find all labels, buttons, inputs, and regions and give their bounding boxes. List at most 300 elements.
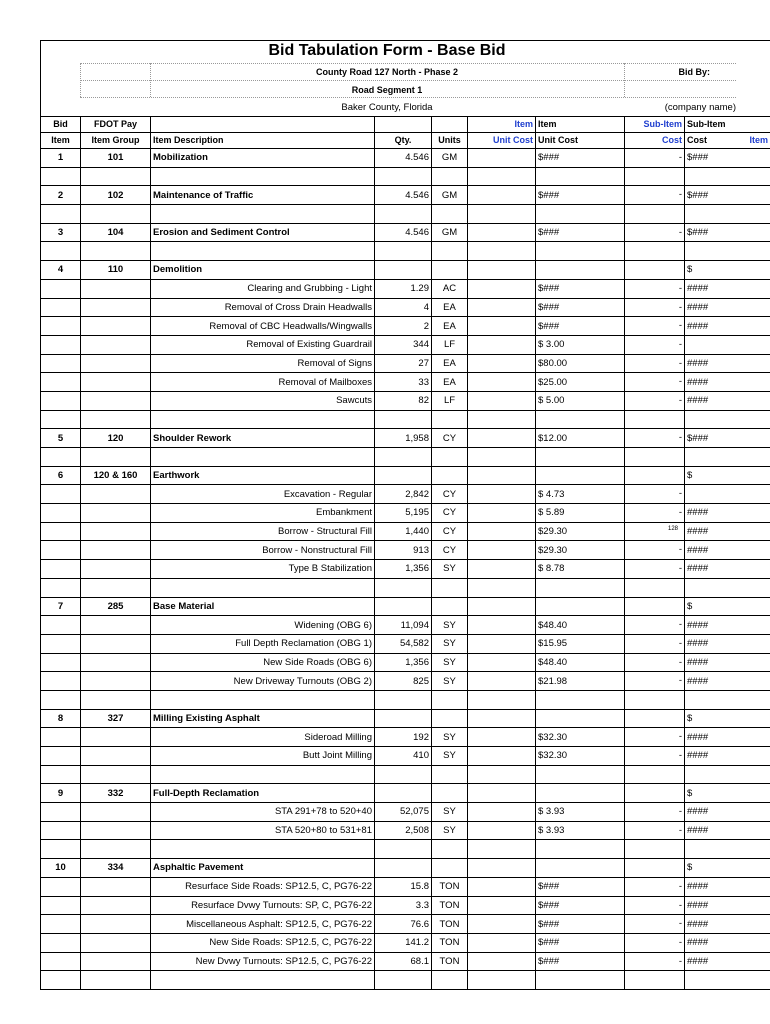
bid-item-number — [41, 317, 81, 336]
item-unit-cost-input[interactable] — [468, 821, 536, 840]
sub-item-cost — [685, 223, 770, 242]
item-unit-cost-input[interactable] — [468, 205, 536, 224]
units-text: GM — [441, 152, 458, 164]
item-description — [151, 672, 375, 691]
units — [432, 317, 468, 336]
sub-item-unit-cost — [625, 747, 685, 766]
units — [432, 803, 468, 822]
units — [432, 485, 468, 504]
units-text: AC — [442, 283, 457, 295]
item-unit-cost-input[interactable] — [468, 616, 536, 635]
item-description — [151, 223, 375, 242]
units-text: GM — [441, 189, 458, 201]
item-description — [151, 429, 375, 448]
item-unit-cost-input[interactable] — [468, 971, 536, 990]
item-description — [151, 522, 375, 541]
units — [432, 223, 468, 242]
fdot-pay-item-group — [81, 391, 151, 410]
sub-item-marker: - — [678, 282, 682, 294]
unit-cost — [536, 167, 625, 186]
units — [432, 616, 468, 635]
sub-item-cost — [685, 653, 770, 672]
units — [432, 167, 468, 186]
item-unit-cost-input[interactable] — [468, 279, 536, 298]
quantity — [375, 298, 432, 317]
unit-cost — [536, 690, 625, 709]
sub-item-cost — [685, 634, 770, 653]
item-unit-cost-input[interactable] — [468, 747, 536, 766]
sub-item-unit-cost — [625, 803, 685, 822]
sub-item-marker: - — [678, 394, 682, 406]
quantity — [375, 952, 432, 971]
col-sub-item-2: Cost — [625, 133, 685, 149]
sub-item-unit-cost — [625, 354, 685, 373]
sub-item-marker: 128 — [667, 525, 678, 532]
unit-cost — [536, 279, 625, 298]
fdot-pay-item-group — [81, 485, 151, 504]
fdot-pay-item-group — [81, 448, 151, 467]
unit-cost — [536, 261, 625, 280]
unit-cost-text: $ 5.89 — [538, 507, 565, 519]
quantity — [375, 186, 432, 205]
quantity-text: 192 — [413, 731, 429, 743]
item-description — [151, 840, 375, 859]
quantity-text: 141.2 — [405, 937, 429, 949]
segment-name: Road Segment 1 — [351, 85, 423, 95]
fdot-pay-item-group-text: 102 — [107, 189, 124, 201]
units — [432, 952, 468, 971]
sub-item-cost-text: #### — [687, 918, 709, 930]
fdot-pay-item-group — [81, 597, 151, 616]
item-description-text: Sideroad Milling — [304, 731, 372, 743]
quantity — [375, 859, 432, 878]
fdot-pay-item-group — [81, 915, 151, 934]
item-unit-cost-input[interactable] — [468, 560, 536, 579]
spacer-row — [41, 765, 770, 784]
table-row — [41, 335, 770, 354]
units — [432, 522, 468, 541]
bid-item-number — [41, 560, 81, 579]
col-qty: Qty. — [375, 133, 432, 149]
quantity — [375, 747, 432, 766]
sub-item-unit-cost — [625, 896, 685, 915]
quantity-text: 1,356 — [405, 563, 429, 575]
quantity — [375, 485, 432, 504]
fdot-pay-item-group-text: 327 — [107, 712, 124, 724]
table-row — [41, 915, 770, 934]
sub-item-marker: - — [678, 824, 682, 836]
item-unit-cost-input[interactable] — [468, 877, 536, 896]
sub-item-unit-cost — [625, 391, 685, 410]
item-unit-cost-input[interactable] — [468, 335, 536, 354]
units-text: SY — [443, 750, 456, 762]
sub-item-unit-cost — [625, 261, 685, 280]
fdot-pay-item-group — [81, 728, 151, 747]
units — [432, 429, 468, 448]
item-description — [151, 448, 375, 467]
sub-item-unit-cost — [625, 541, 685, 560]
unit-cost-text: $ 3.93 — [538, 825, 565, 837]
item-description — [151, 653, 375, 672]
quantity-text: 11,094 — [400, 619, 429, 631]
fdot-pay-item-group — [81, 522, 151, 541]
units — [432, 784, 468, 803]
table-row — [41, 933, 770, 952]
bid-item-number — [41, 821, 81, 840]
units-text: GM — [441, 227, 458, 239]
sub-item-cost — [685, 933, 770, 952]
fdot-pay-item-group — [81, 896, 151, 915]
fdot-pay-item-group-text: 334 — [107, 862, 124, 874]
quantity — [375, 335, 432, 354]
quantity — [375, 896, 432, 915]
unit-cost-text: $32.30 — [538, 731, 568, 743]
item-unit-cost-input[interactable] — [468, 186, 536, 205]
unit-cost-text: $ 5.00 — [538, 395, 565, 407]
sub-item-cost-text: #### — [687, 357, 709, 369]
col-item-unit-cost-b2: Unit Cost — [536, 133, 625, 149]
item-unit-cost-input[interactable] — [468, 709, 536, 728]
units-text: TON — [439, 918, 460, 930]
units — [432, 896, 468, 915]
spacer-row — [41, 578, 770, 597]
sub-item-unit-cost — [625, 205, 685, 224]
unit-cost-text: $### — [538, 283, 560, 295]
item-unit-cost-input[interactable] — [468, 373, 536, 392]
sub-item-marker: - — [678, 899, 682, 911]
item-unit-cost-input[interactable] — [468, 728, 536, 747]
units-text: EA — [443, 301, 456, 313]
unit-cost — [536, 803, 625, 822]
unit-cost — [536, 896, 625, 915]
fdot-pay-item-group-text: 120 — [107, 432, 124, 444]
quantity — [375, 672, 432, 691]
units — [432, 448, 468, 467]
units — [432, 877, 468, 896]
bid-item-number-text: 4 — [57, 264, 64, 276]
units — [432, 821, 468, 840]
bid-item-number — [41, 279, 81, 298]
item-description-text: Butt Joint Milling — [302, 750, 372, 762]
sub-item-unit-cost — [625, 485, 685, 504]
spacer-row — [41, 448, 770, 467]
quantity — [375, 448, 432, 467]
sub-item-marker: - — [678, 806, 682, 818]
unit-cost — [536, 616, 625, 635]
sub-item-cost-text: #### — [687, 675, 709, 687]
fdot-pay-item-group — [81, 803, 151, 822]
sub-item-cost — [685, 784, 770, 803]
units-text: CY — [442, 432, 457, 444]
units — [432, 747, 468, 766]
quantity-text: 1,958 — [405, 432, 429, 444]
fdot-pay-item-group — [81, 541, 151, 560]
units-text: TON — [439, 937, 460, 949]
units — [432, 186, 468, 205]
sub-item-cost-text: #### — [687, 825, 709, 837]
item-description — [151, 560, 375, 579]
item-unit-cost-input[interactable] — [468, 672, 536, 691]
item-unit-cost-input[interactable] — [468, 167, 536, 186]
item-description — [151, 690, 375, 709]
sub-item-marker: - — [678, 152, 682, 163]
bid-item-number — [41, 709, 81, 728]
sub-item-cost-text: #### — [687, 507, 709, 519]
item-unit-cost-input[interactable] — [468, 466, 536, 485]
sub-item-unit-cost — [625, 279, 685, 298]
item-unit-cost-input[interactable] — [468, 261, 536, 280]
bid-item-number — [41, 896, 81, 915]
fdot-pay-item-group — [81, 933, 151, 952]
table-row — [41, 634, 770, 653]
item-unit-cost-input[interactable] — [468, 298, 536, 317]
item-unit-cost-input[interactable] — [468, 653, 536, 672]
item-unit-cost-input[interactable] — [468, 578, 536, 597]
sub-item-cost-text: #### — [687, 301, 709, 313]
col-sub-item-cost-2: Cost — [687, 135, 707, 145]
item-unit-cost-input[interactable] — [468, 803, 536, 822]
bid-item-number-text: 10 — [55, 862, 66, 874]
bid-item-number — [41, 149, 81, 168]
sub-item-cost — [685, 298, 770, 317]
units — [432, 765, 468, 784]
bid-item-number — [41, 504, 81, 523]
item-unit-cost-input[interactable] — [468, 859, 536, 878]
sub-item-marker: - — [678, 488, 682, 500]
quantity — [375, 877, 432, 896]
item-unit-cost-input[interactable] — [468, 223, 536, 242]
item-unit-cost-input[interactable] — [468, 429, 536, 448]
item-unit-cost-input[interactable] — [468, 485, 536, 504]
item-description-text: Base Material — [153, 600, 215, 612]
table-row — [41, 784, 770, 803]
item-description-text: Clearing and Grubbing - Light — [247, 283, 372, 295]
table-row — [41, 672, 770, 691]
fdot-pay-item-group — [81, 859, 151, 878]
units-text: SY — [443, 563, 456, 575]
item-description — [151, 634, 375, 653]
sub-item-cost-text: $### — [687, 432, 709, 444]
unit-cost — [536, 354, 625, 373]
sub-item-cost — [685, 690, 770, 709]
sub-item-cost-text: #### — [687, 283, 709, 295]
spacer-row — [41, 690, 770, 709]
item-unit-cost-input[interactable] — [468, 840, 536, 859]
unit-cost — [536, 597, 625, 616]
sub-item-cost — [685, 242, 770, 261]
sub-item-cost-text: #### — [687, 806, 709, 818]
quantity-text: 33 — [418, 376, 429, 388]
item-unit-cost-input[interactable] — [468, 765, 536, 784]
quantity — [375, 634, 432, 653]
sub-item-cost-text: #### — [687, 376, 709, 388]
sub-item-unit-cost — [625, 690, 685, 709]
item-description-text: New Dvwy Turnouts: SP12.5, C, PG76-22 — [195, 955, 372, 967]
item-description-text: Shoulder Rework — [153, 432, 232, 444]
item-unit-cost-input[interactable] — [468, 952, 536, 971]
item-description — [151, 167, 375, 186]
item-unit-cost-input[interactable] — [468, 915, 536, 934]
fdot-pay-item-group — [81, 765, 151, 784]
units — [432, 410, 468, 429]
item-unit-cost-input[interactable] — [468, 784, 536, 803]
bid-item-number — [41, 765, 81, 784]
fdot-pay-item-group — [81, 186, 151, 205]
item-description — [151, 261, 375, 280]
item-unit-cost-input[interactable] — [468, 354, 536, 373]
item-description — [151, 541, 375, 560]
sub-item-cost-text: #### — [687, 937, 709, 949]
table-row — [41, 653, 770, 672]
item-description-text: Removal of Mailboxes — [278, 376, 372, 388]
fdot-pay-item-group — [81, 634, 151, 653]
sub-item-cost-text: #### — [687, 395, 709, 407]
table-row — [41, 279, 770, 298]
item-description-text: STA 520+80 to 531+81 — [274, 825, 372, 837]
item-unit-cost-input[interactable] — [468, 448, 536, 467]
sub-item-unit-cost — [625, 933, 685, 952]
item-unit-cost-input[interactable] — [468, 541, 536, 560]
bid-item-number-text: 3 — [57, 227, 64, 239]
fdot-pay-item-group — [81, 616, 151, 635]
quantity — [375, 261, 432, 280]
sub-item-unit-cost — [625, 242, 685, 261]
item-unit-cost-input[interactable] — [468, 410, 536, 429]
quantity — [375, 690, 432, 709]
sub-item-cost — [685, 373, 770, 392]
sub-item-cost — [685, 747, 770, 766]
item-unit-cost-input[interactable] — [468, 896, 536, 915]
col-bid-item-2: Item — [41, 133, 81, 149]
units — [432, 298, 468, 317]
sub-item-cost-text: $ — [687, 712, 693, 724]
item-description — [151, 784, 375, 803]
sub-item-unit-cost — [625, 335, 685, 354]
sub-item-cost — [685, 971, 770, 990]
unit-cost-text: $ 4.73 — [538, 488, 565, 500]
bid-item-number — [41, 373, 81, 392]
fdot-pay-item-group — [81, 410, 151, 429]
sub-item-unit-cost — [625, 504, 685, 523]
bid-item-number — [41, 803, 81, 822]
table-row — [41, 877, 770, 896]
bid-item-number-text: 8 — [57, 712, 64, 724]
table-row — [41, 522, 770, 541]
units-text: SY — [443, 825, 456, 837]
item-description — [151, 578, 375, 597]
bid-item-number — [41, 205, 81, 224]
item-unit-cost-input[interactable] — [468, 597, 536, 616]
table-row — [41, 709, 770, 728]
bid-item-number — [41, 877, 81, 896]
item-description-text: Earthwork — [153, 470, 200, 482]
sub-item-marker: - — [678, 338, 682, 350]
sub-item-cost-text: $### — [687, 152, 709, 164]
item-description-text: New Side Roads (OBG 6) — [263, 656, 372, 668]
units — [432, 840, 468, 859]
item-unit-cost-input[interactable] — [468, 149, 536, 168]
sub-item-unit-cost — [625, 952, 685, 971]
item-unit-cost-input[interactable] — [468, 317, 536, 336]
company-name-field[interactable]: (company name) — [664, 102, 736, 113]
units — [432, 690, 468, 709]
item-unit-cost-input[interactable] — [468, 933, 536, 952]
units-text: CY — [442, 507, 457, 519]
item-description-text: Resurface Dvwy Turnouts: SP, C, PG76-22 — [191, 899, 372, 911]
sub-item-cost — [685, 522, 770, 541]
unit-cost-text: $48.40 — [538, 656, 568, 668]
unit-cost — [536, 466, 625, 485]
quantity-text: 82 — [418, 395, 429, 407]
unit-cost-text: $21.98 — [538, 675, 568, 687]
units — [432, 205, 468, 224]
item-description — [151, 616, 375, 635]
quantity-text: 68.1 — [410, 955, 429, 967]
item-unit-cost-input[interactable] — [468, 634, 536, 653]
sub-item-marker: - — [678, 226, 682, 238]
sub-item-unit-cost — [625, 859, 685, 878]
sub-item-cost-text: #### — [687, 619, 709, 631]
col-description: Item Description — [151, 133, 375, 149]
units-text: EA — [443, 357, 456, 369]
quantity-text: 4.546 — [405, 189, 429, 201]
table-row — [41, 485, 770, 504]
sub-item-marker: - — [678, 376, 682, 388]
item-description — [151, 765, 375, 784]
item-description-text: Maintenance of Traffic — [153, 189, 254, 201]
item-description — [151, 728, 375, 747]
item-description-text: Borrow - Nonstructural Fill — [262, 544, 372, 556]
item-description-text: Removal of Cross Drain Headwalls — [224, 301, 372, 313]
sub-item-marker: - — [678, 563, 682, 575]
item-description-text: Borrow - Structural Fill — [278, 526, 372, 538]
bid-item-number — [41, 354, 81, 373]
item-description — [151, 859, 375, 878]
item-unit-cost-input[interactable] — [468, 522, 536, 541]
unit-cost — [536, 317, 625, 336]
units — [432, 709, 468, 728]
item-description-text: Removal of Existing Guardrail — [246, 339, 372, 351]
sub-item-cost — [685, 896, 770, 915]
col-item-unit-cost-b1: Item — [536, 117, 625, 133]
units-text: SY — [443, 806, 456, 818]
unit-cost — [536, 709, 625, 728]
sub-item-unit-cost — [625, 186, 685, 205]
sub-item-marker: - — [678, 675, 682, 687]
sub-item-cost — [685, 709, 770, 728]
bid-item-number — [41, 840, 81, 859]
sub-item-cost — [685, 504, 770, 523]
item-description-text: Asphaltic Pavement — [153, 862, 244, 874]
sub-item-cost — [685, 578, 770, 597]
units-text: LF — [443, 395, 456, 407]
bid-item-number — [41, 410, 81, 429]
item-unit-cost-input[interactable] — [468, 391, 536, 410]
unit-cost — [536, 952, 625, 971]
fdot-pay-item-group — [81, 578, 151, 597]
project-location: Baker County, Florida — [341, 102, 433, 113]
item-unit-cost-input[interactable] — [468, 690, 536, 709]
units — [432, 728, 468, 747]
units — [432, 541, 468, 560]
quantity — [375, 541, 432, 560]
item-unit-cost-input[interactable] — [468, 504, 536, 523]
item-unit-cost-input[interactable] — [468, 242, 536, 261]
fdot-pay-item-group — [81, 242, 151, 261]
fdot-pay-item-group — [81, 690, 151, 709]
sub-item-cost — [685, 765, 770, 784]
sub-item-unit-cost — [625, 578, 685, 597]
